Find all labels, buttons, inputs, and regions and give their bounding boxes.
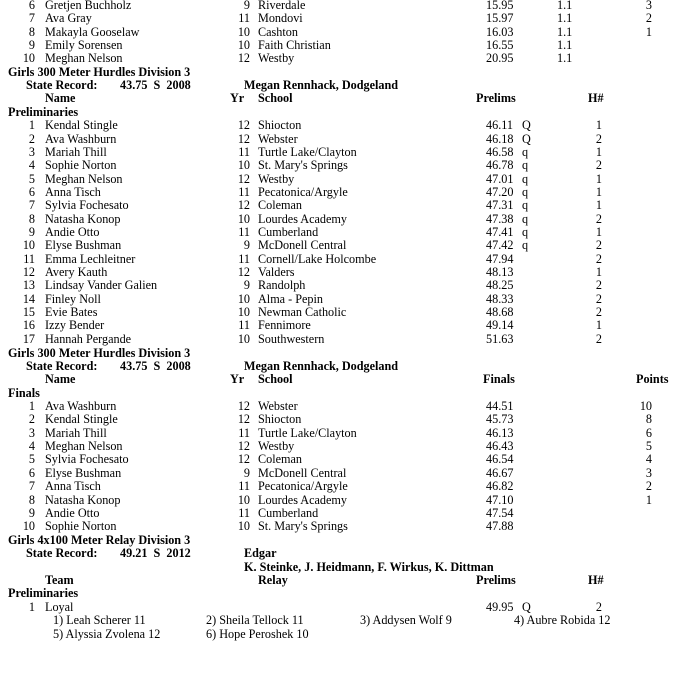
year: 12 <box>237 412 250 427</box>
column-headers <box>0 574 679 588</box>
col-name: Name <box>45 91 76 106</box>
heat: 1 <box>595 224 602 239</box>
place: 1 <box>28 118 35 133</box>
place: 4 <box>28 158 35 173</box>
points: 10 <box>639 399 652 413</box>
col-school: School <box>258 91 293 106</box>
result-row <box>0 173 679 187</box>
year: 12 <box>237 51 250 66</box>
year: 9 <box>243 465 250 480</box>
place: 7 <box>28 11 35 26</box>
school: Cumberland <box>258 224 319 239</box>
year: 9 <box>243 238 250 253</box>
mark: 49.14 <box>486 318 514 333</box>
school: Shiocton <box>258 118 302 133</box>
place: 14 <box>22 291 35 306</box>
mark: 47.41 <box>486 224 514 239</box>
place: 5 <box>28 171 35 186</box>
mark: 47.01 <box>486 171 514 186</box>
mark: 48.68 <box>486 305 514 320</box>
school: Pecatonica/Argyle <box>258 479 348 494</box>
heat: 2 <box>595 158 602 173</box>
year: 10 <box>237 519 250 534</box>
athlete-name: Kendal Stingle <box>45 412 118 427</box>
mark: 46.82 <box>486 479 514 494</box>
mark: 15.95 <box>486 0 514 12</box>
wind: 1.1 <box>557 11 573 26</box>
heat: 1 <box>595 198 602 213</box>
mark: 48.13 <box>486 265 514 279</box>
year: 10 <box>237 305 250 320</box>
athlete-name: Sophie Norton <box>45 158 117 173</box>
place: 2 <box>28 412 35 427</box>
col-relay: Relay <box>258 573 288 588</box>
athlete-name: Anna Tisch <box>45 184 101 199</box>
year: 10 <box>237 24 250 39</box>
heat: 1 <box>595 144 602 159</box>
points: 3 <box>645 465 652 480</box>
heat: 2 <box>595 278 602 293</box>
relay-runner: 5) Alyssia Zvolena 12 <box>53 626 161 641</box>
col-yr: Yr <box>230 372 245 387</box>
athlete-name: Andie Otto <box>45 505 100 520</box>
athlete-name: Elyse Bushman <box>45 238 122 253</box>
athlete-name: Kendal Stingle <box>45 118 118 133</box>
year: 10 <box>237 291 250 306</box>
points: 5 <box>645 439 652 454</box>
athlete-name: Natasha Konop <box>45 211 121 226</box>
column-headers <box>0 92 679 106</box>
athlete-name: Meghan Nelson <box>45 171 123 186</box>
school: Riverdale <box>258 0 306 12</box>
place: 9 <box>28 38 35 52</box>
result-row <box>0 133 679 147</box>
year: 12 <box>237 118 250 133</box>
mark: 16.03 <box>486 24 514 39</box>
heat: 1 <box>595 265 602 279</box>
mark: 47.94 <box>486 251 514 266</box>
result-row <box>0 279 679 293</box>
school: Fennimore <box>258 318 311 333</box>
school: Webster <box>258 399 298 413</box>
school: Cumberland <box>258 505 319 520</box>
col-yr: Yr <box>230 91 245 106</box>
athlete-name: Hannah Pergande <box>45 331 132 346</box>
year: 11 <box>238 425 250 440</box>
athlete-name: Ava Washburn <box>45 131 117 146</box>
year: 11 <box>238 505 250 520</box>
school: Southwestern <box>258 331 325 346</box>
mark: 16.55 <box>486 38 514 52</box>
year: 10 <box>237 38 250 52</box>
col-school: School <box>258 372 293 387</box>
qualifier: Q <box>522 599 531 614</box>
relay-runners-row <box>0 614 679 628</box>
wind: 1.1 <box>557 24 573 39</box>
year: 12 <box>237 198 250 213</box>
school: Westby <box>258 439 295 454</box>
round-text: Preliminaries <box>8 104 79 119</box>
mark: 46.43 <box>486 439 514 454</box>
relay-runner: 6) Hope Peroshek 10 <box>206 626 309 641</box>
school: Newman Catholic <box>258 305 347 320</box>
place: 3 <box>28 425 35 440</box>
relay-runner: 1) Leah Scherer 11 <box>53 613 146 628</box>
record-value: 43.75 S 2008 <box>120 78 191 93</box>
mark: 46.78 <box>486 158 514 173</box>
athlete-name: Sylvia Fochesato <box>45 452 129 467</box>
points: 8 <box>645 412 652 427</box>
qualifier: q <box>522 211 529 226</box>
school: Randolph <box>258 278 306 293</box>
place: 1 <box>28 399 35 413</box>
mark: 46.18 <box>486 131 514 146</box>
place: 7 <box>28 479 35 494</box>
place: 4 <box>28 439 35 454</box>
athlete-name: Meghan Nelson <box>45 439 123 454</box>
state-record <box>0 79 679 93</box>
place: 6 <box>28 184 35 199</box>
athlete-name: Andie Otto <box>45 224 100 239</box>
qualifier: q <box>522 144 529 159</box>
year: 12 <box>237 131 250 146</box>
relay-runners-row <box>0 628 679 642</box>
athlete-name: Emily Sorensen <box>45 38 123 52</box>
qualifier: Q <box>522 118 531 133</box>
year: 9 <box>243 278 250 293</box>
mark: 48.25 <box>486 278 514 293</box>
record-holder: Megan Rennhack, Dodgeland <box>244 359 399 373</box>
athlete-name: Evie Bates <box>45 305 98 320</box>
heat: 2 <box>595 251 602 266</box>
year: 11 <box>238 224 250 239</box>
place: 5 <box>28 452 35 467</box>
athlete-name: Ava Washburn <box>45 399 117 413</box>
points: 3 <box>645 0 652 12</box>
mark: 46.13 <box>486 425 514 440</box>
athlete-name: Sylvia Fochesato <box>45 198 129 213</box>
points: 2 <box>645 11 652 26</box>
school: Webster <box>258 131 298 146</box>
record-runners <box>0 561 679 575</box>
athlete-name: Natasha Konop <box>45 492 121 507</box>
place: 17 <box>22 331 35 346</box>
team-name: Loyal <box>45 599 74 614</box>
athlete-name: Avery Kauth <box>45 265 108 279</box>
place: 9 <box>28 505 35 520</box>
place: 12 <box>22 265 35 279</box>
year: 12 <box>237 265 250 279</box>
result-row <box>0 239 679 253</box>
mark: 20.95 <box>486 51 514 66</box>
round-text: Preliminaries <box>8 586 79 601</box>
qualifier: q <box>522 184 529 199</box>
heat: 2 <box>595 305 602 320</box>
round-text: Finals <box>8 385 40 400</box>
event-title-text: Girls 300 Meter Hurdles Division 3 <box>8 345 191 360</box>
mark: 47.88 <box>486 519 514 534</box>
athlete-name: Anna Tisch <box>45 479 101 494</box>
school: Lourdes Academy <box>258 211 348 226</box>
mark: 47.38 <box>486 211 514 226</box>
result-row <box>0 453 679 467</box>
qualifier: q <box>522 238 529 253</box>
place: 8 <box>28 24 35 39</box>
place: 6 <box>28 465 35 480</box>
heat: 2 <box>595 238 602 253</box>
school: McDonell Central <box>258 465 347 480</box>
mark: 46.67 <box>486 465 514 480</box>
heat: 1 <box>595 184 602 199</box>
year: 10 <box>237 492 250 507</box>
school: Mondovi <box>258 11 303 26</box>
year: 11 <box>238 144 250 159</box>
qualifier: q <box>522 224 529 239</box>
school: Cornell/Lake Holcombe <box>258 251 377 266</box>
athlete-name: Elyse Bushman <box>45 465 122 480</box>
result-row <box>0 213 679 227</box>
place: 8 <box>28 211 35 226</box>
place: 8 <box>28 492 35 507</box>
qualifier: q <box>522 171 529 186</box>
col-mark: Prelims <box>476 91 516 106</box>
col-mark: Prelims <box>476 573 516 588</box>
school: Coleman <box>258 198 303 213</box>
school: Coleman <box>258 452 303 467</box>
wind: 1.1 <box>557 51 573 66</box>
qualifier: q <box>522 158 529 173</box>
mark: 48.33 <box>486 291 514 306</box>
event-title-text: Girls 4x100 Meter Relay Division 3 <box>8 533 191 547</box>
place: 2 <box>28 131 35 146</box>
athlete-name: Mariah Thill <box>45 425 107 440</box>
school: Westby <box>258 171 295 186</box>
place: 10 <box>22 238 35 253</box>
school: Faith Christian <box>258 38 331 52</box>
points: 1 <box>645 492 652 507</box>
school: Valders <box>258 265 295 279</box>
year: 10 <box>237 331 250 346</box>
result-row <box>0 0 679 13</box>
year: 10 <box>237 211 250 226</box>
year: 9 <box>243 0 250 12</box>
place: 15 <box>22 305 35 320</box>
col-heat: H# <box>588 91 604 106</box>
event-title-text: Girls 300 Meter Hurdles Division 3 <box>8 64 191 79</box>
round-label <box>0 587 679 601</box>
mark: 47.10 <box>486 492 514 507</box>
mark: 46.54 <box>486 452 514 467</box>
place: 10 <box>22 51 35 66</box>
result-row <box>0 333 679 347</box>
heat: 2 <box>595 291 602 306</box>
record-holder: Megan Rennhack, Dodgeland <box>244 78 399 93</box>
result-row <box>0 480 679 494</box>
athlete-name: Sophie Norton <box>45 519 117 534</box>
place: 3 <box>28 144 35 159</box>
col-heat: H# <box>588 573 604 588</box>
mark: 46.58 <box>486 144 514 159</box>
wind: 1.1 <box>557 0 573 12</box>
event-title <box>0 534 679 548</box>
result-row <box>0 159 679 173</box>
heat: 1 <box>595 171 602 186</box>
col-team: Team <box>45 573 74 588</box>
points: 6 <box>645 425 652 440</box>
result-row <box>0 119 679 133</box>
mark: 47.31 <box>486 198 514 213</box>
heat: 1 <box>595 118 602 133</box>
mark: 44.51 <box>486 399 514 413</box>
mark: 15.97 <box>486 11 514 26</box>
points: 2 <box>645 479 652 494</box>
qualifier: q <box>522 198 529 213</box>
school: Shiocton <box>258 412 302 427</box>
col-name: Name <box>45 372 76 387</box>
heat: 2 <box>595 599 602 614</box>
athlete-name: Emma Lechleitner <box>45 251 136 266</box>
state-record <box>0 360 679 374</box>
mark: 47.20 <box>486 184 514 199</box>
record-value: 43.75 S 2008 <box>120 359 191 373</box>
record-label: State Record: <box>26 546 98 561</box>
place: 6 <box>28 0 35 12</box>
points: 4 <box>645 452 652 467</box>
year: 12 <box>237 171 250 186</box>
year: 12 <box>237 439 250 454</box>
school: St. Mary's Springs <box>258 519 348 534</box>
school: McDonell Central <box>258 238 347 253</box>
result-row <box>0 52 679 66</box>
school: Lourdes Academy <box>258 492 348 507</box>
place: 1 <box>28 599 35 614</box>
athlete-name: Meghan Nelson <box>45 51 123 66</box>
athlete-name: Lindsay Vander Galien <box>45 278 158 293</box>
year: 11 <box>238 479 250 494</box>
record-holder: Edgar <box>244 546 277 561</box>
wind: 1.1 <box>557 38 573 52</box>
school: Turtle Lake/Clayton <box>258 144 357 159</box>
year: 11 <box>238 11 250 26</box>
record-label: State Record: <box>26 359 98 373</box>
mark: 51.63 <box>486 331 514 346</box>
record-label: State Record: <box>26 78 98 93</box>
school: St. Mary's Springs <box>258 158 348 173</box>
heat: 2 <box>595 131 602 146</box>
relay-runner: 3) Addysen Wolf 9 <box>360 613 452 628</box>
year: 12 <box>237 452 250 467</box>
qualifier: Q <box>522 131 531 146</box>
col-mark: Finals <box>483 372 515 387</box>
col-points: Points <box>636 372 669 387</box>
place: 9 <box>28 224 35 239</box>
result-row <box>0 199 679 213</box>
school: Pecatonica/Argyle <box>258 184 348 199</box>
record-runners-text: K. Steinke, J. Heidmann, F. Wirkus, K. Dittman <box>244 559 494 574</box>
points: 1 <box>645 24 652 39</box>
year: 11 <box>238 184 250 199</box>
mark: 45.73 <box>486 412 514 427</box>
result-row <box>0 494 679 508</box>
athlete-name: Makayla Gooselaw <box>45 24 140 39</box>
result-row <box>0 413 679 427</box>
place: 10 <box>22 519 35 534</box>
place: 11 <box>23 251 35 266</box>
athlete-name: Ava Gray <box>45 11 92 26</box>
heat: 2 <box>595 211 602 226</box>
athlete-name: Gretjen Buchholz <box>45 0 132 12</box>
school: Alma - Pepin <box>258 291 323 306</box>
state-record <box>0 547 679 561</box>
school: Cashton <box>258 24 298 39</box>
school: Turtle Lake/Clayton <box>258 425 357 440</box>
column-headers <box>0 373 679 387</box>
mark: 49.95 <box>486 599 514 614</box>
mark: 46.11 <box>486 118 513 133</box>
place: 13 <box>22 278 35 293</box>
relay-runner: 2) Sheila Tellock 11 <box>206 613 304 628</box>
place: 16 <box>22 318 35 333</box>
relay-runner: 4) Aubre Robida 12 <box>514 613 611 628</box>
result-row <box>0 520 679 534</box>
heat: 1 <box>595 318 602 333</box>
place: 7 <box>28 198 35 213</box>
athlete-name: Finley Noll <box>45 291 101 306</box>
athlete-name: Mariah Thill <box>45 144 107 159</box>
year: 12 <box>237 399 250 413</box>
record-value: 49.21 S 2012 <box>120 546 191 561</box>
year: 11 <box>238 251 250 266</box>
mark: 47.54 <box>486 505 514 520</box>
result-row <box>0 319 679 333</box>
athlete-name: Izzy Bender <box>45 318 105 333</box>
year: 10 <box>237 158 250 173</box>
year: 11 <box>238 318 250 333</box>
mark: 47.42 <box>486 238 514 253</box>
result-row <box>0 12 679 26</box>
school: Westby <box>258 51 295 66</box>
heat: 2 <box>595 331 602 346</box>
